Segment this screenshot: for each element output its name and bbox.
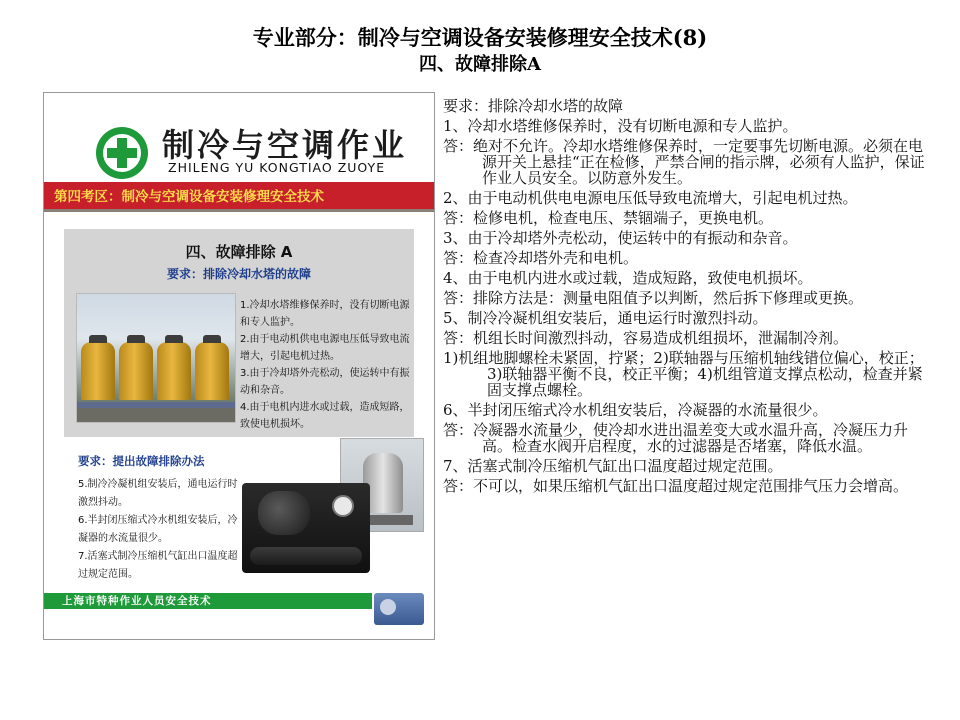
question-5: 5、制冷冷凝机组安装后，通电运行时激烈抖动。 [443,309,768,327]
question-4: 4、由于电机内进水或过载，造成短路，致使电机损坏。 [443,269,813,287]
list-item: 5.制冷冷凝机组安装后，通电运行时激烈抖动。 [78,479,238,508]
poster-fault-list-1 [240,297,416,433]
list-item: 3.由于冷却塔外壳松动，使运转中有振动和杂音。 [240,368,410,396]
list-item: 4.由于电机内进水或过载，造成短路，致使电机损坏。 [240,402,410,430]
ground-shape [77,408,235,422]
poster-brand-name: 制冷与空调作业 [162,126,408,164]
gauge-icon [332,495,354,517]
question-3: 3、由于冷却塔外壳松动，使运转中的有振动和杂音。 [443,229,798,247]
question-6: 6、半封闭压缩式冷水机组安装后，冷凝器的水流量很少。 [443,401,828,419]
condensing-unit-photo [242,483,370,573]
poster-footer-bar: 上海市特种作业人员安全技术 [44,593,372,609]
question-7: 7、活塞式制冷压缩机气缸出口温度超过规定范围。 [443,457,783,475]
answer-1: 答：绝对不允许。冷却水塔维修保养时，一定要事先切断电源。必须在电源开关上悬挂“正在检修，严禁合闸的指示牌，必须有人监护，保证作业人员安全。以防意外发生。 [443,137,925,187]
safety-cross-logo-icon [94,125,150,181]
answer-5: 答：机组长时间激烈抖动，容易造成机组损坏，泄漏制冷剂。 [443,329,849,347]
requirement-line: 要求：排除冷却水塔的故障 [443,97,624,115]
chiller-unit-photo [374,593,424,625]
answer-2: 答：检修电机，检查电压、禁锢端子，更换电机。 [443,209,774,227]
page-subtitle: 四、故障排除A [419,54,541,75]
answer-3: 答：检查冷却塔外壳和电机。 [443,249,639,267]
cooling-tower-photo [76,293,236,423]
poster-fault-list-2 [78,476,238,584]
question-2: 2、由于电动机供电电源电压低导致电流增大，引起电机过热。 [443,189,858,207]
answer-5-details: 1)机组地脚螺栓未紧固，拧紧；2)联轴器与压缩机轴线错位偏心，校正；3)联轴器平衡不良，校正平衡；4)机组管道支撑点松动，检查并紧固支撑点螺栓。 [443,349,924,399]
answer-6: 答：冷凝器水流量少，使冷却水进出温差变大或水温升高，冷凝压力升高。检查水阀开启程度，水的过滤器是否堵塞，降低水温。 [443,421,909,455]
cooling-tower-shape [119,342,153,400]
cooling-tower-shape [195,342,229,400]
qa-content [443,98,928,498]
list-item: 2.由于电动机供电电源电压低导致电流增大，引起电机过热。 [240,334,410,362]
poster-requirement-2: 要求：提出故障排除办法 [78,454,205,468]
cooling-tower-shape [81,342,115,400]
poster-heading: 四、故障排除 A [185,243,293,261]
list-item: 7.活塞式制冷压缩机气缸出口温度超过规定范围。 [78,551,238,580]
poster-image [43,92,435,640]
list-item: 1.冷却水塔维修保养时，没有切断电源和专人监护。 [240,300,410,328]
cooling-tower-shape [157,342,191,400]
question-1: 1、冷却水塔维修保养时，没有切断电源和专人监护。 [443,117,798,135]
page-title: 专业部分：制冷与空调设备安装修理安全技术(8) [252,25,708,50]
answer-4: 答：排除方法是：测量电阻值予以判断，然后拆下修理或更换。 [443,289,864,307]
poster-requirement-1: 要求：排除冷却水塔的故障 [166,267,311,281]
poster-brand-pinyin: ZHILENG YU KONGTIAO ZUOYE [168,160,386,175]
poster-zone-banner: 第四考区：制冷与空调设备安装修理安全技术 [44,182,434,212]
answer-7: 答：不可以，如果压缩机气缸出口温度超过规定范围排气压力会增高。 [443,477,909,495]
list-item: 6.半封闭压缩式冷水机组安装后，冷凝器的水流量很少。 [78,515,238,544]
